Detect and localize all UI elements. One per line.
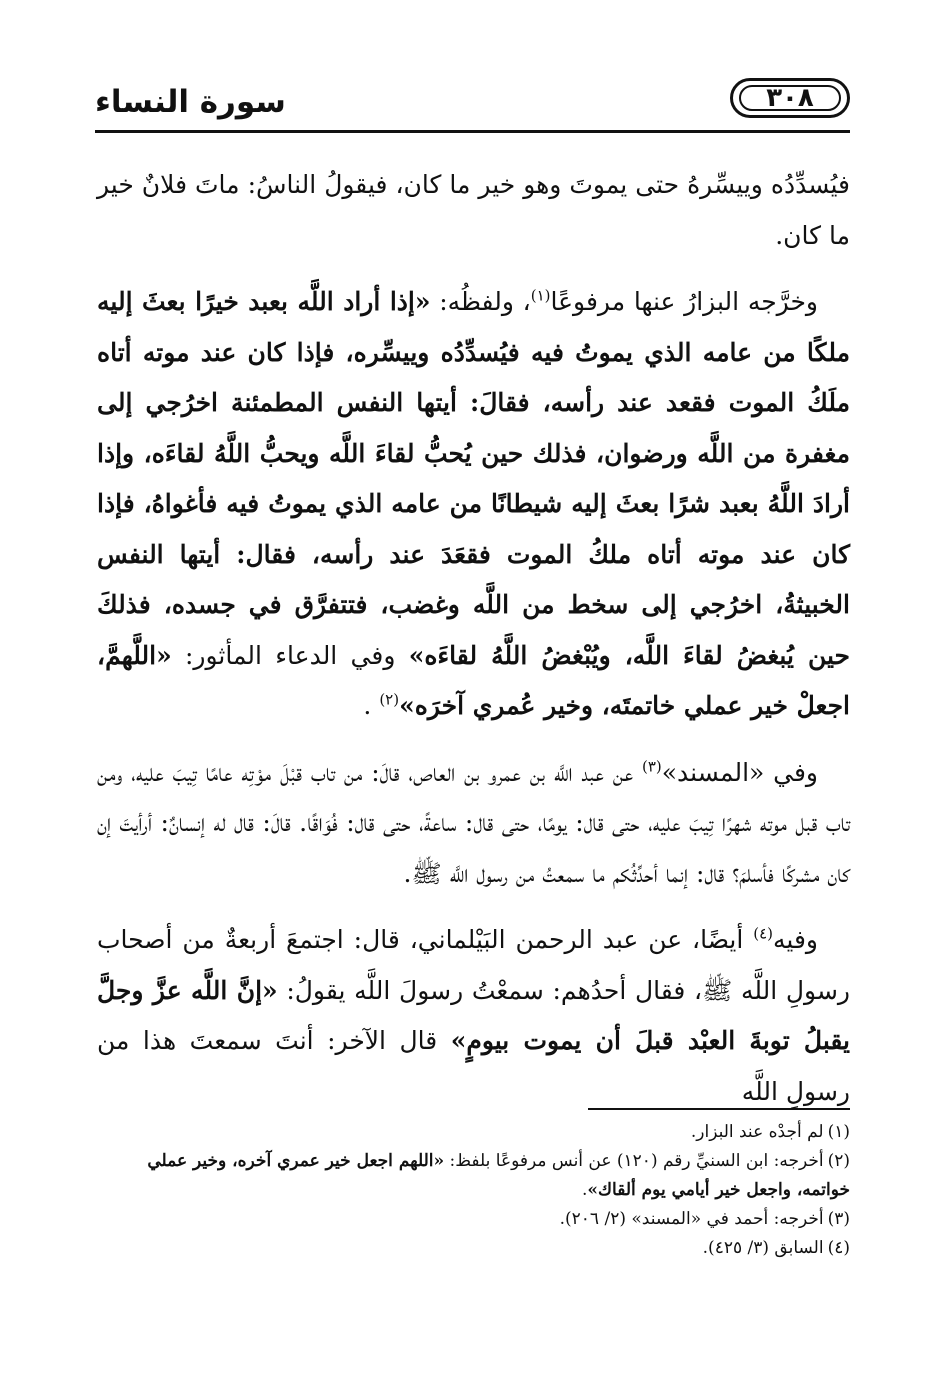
dua-quote: «اللَّهمَّ، اجعلْ خير عملي خاتمتَه، وخير عُمري آخرَه» [97,640,850,720]
p4-text-a: وفيه [773,925,818,954]
footnote-number: (١) [827,1122,850,1142]
footnote-number: (٣) [827,1209,850,1229]
page-number: ٣٠٨ [766,83,814,113]
p3-text-b: عن عبد اللَّه بن عمرو بن العاص، قالَ: من تاب قبْلَ موْتِه عامًا تِيبَ عليه، ومن تاب قبل موته شهرًا تِيبَ عليه، حتى قال: يومًا، حتى قال: ساعةً، حتى قال: فُوَاقًا. قالَ: قال له إنسانٌ: أرأيتَ إن كان مشركًا فأسلمَ؟ قال: إنما أحدِّثُكم ما سمعتُ من رسول اللَّه ﷺ. [97,757,850,888]
paragraph-3 [97,748,850,900]
footnote-divider [588,1108,850,1110]
p4-text-b: أيضًا، عن عبد الرحمن البَيْلماني، قال: اجتمعَ أربعةٌ من أصحاب رسولِ اللَّه ﷺ، فقال أحدُهم: سمعْتُ رسولَ اللَّه يقولُ: [97,925,850,1005]
hadith-quote-2: «إنَّ اللَّه عزَّ وجلَّ يقبلُ توبةَ العبْد قبلَ أن يموت بيومٍ» [97,975,850,1055]
footnote-2 [97,1147,850,1205]
p2-end: . [363,691,380,720]
footnote-quote: «اللهم اجعل خير عمري آخره، وخير عملي خواتمه، واجعل خير أيامي يوم ألقاك» [147,1151,850,1200]
footnote-text: أخرجه: أحمد في «المسند» (٢/ ٢٠٦). [559,1209,824,1229]
footnote-ref-1[interactable]: (١) [530,286,551,305]
footnote-3 [97,1205,850,1234]
surah-title: سورة النساء [95,84,286,120]
p2-text-c: وفي الدعاء المأثور: [171,640,409,670]
footnote-ref-4[interactable]: (٤) [753,924,774,943]
footnote-tail: . [582,1180,588,1200]
main-text [97,160,850,1133]
paragraph-1: فيُسدِّدُه وييسِّرهُ حتى يموتَ وهو خير ما كان، فيقولُ الناسُ: ماتَ فلانٌ خير ما كان. [97,170,850,250]
p3-text-a: وفي «المسند» [661,757,818,787]
footnote-ref-3[interactable]: (٣) [641,757,662,776]
hadith-quote-1: «إذا أراد اللَّه بعبد خيرًا بعثَ إليه ملكًا من عامه الذي يموتُ فيه فيُسدِّدُه وييسِّره، فإذا كان عند موته أتاه ملَكُ الموت فقعد عند رأسه، فقالَ: أيتها النفس المطمئنة اخرُجي إلى مغفرة من اللَّه ورضوان، فذلك حين يُحبُّ لقاءَ اللَّه ويحبُّ اللَّهُ لقاءَه، وإذا أرادَ اللَّهُ بعبد شرًا بعثَ إليه شيطانًا من عامه الذي يموتُ فيه فأغواهُ، فإذا كان عند موته أتاه ملكُ الموت فقعَدَ عند رأسه، فقال: أيتها النفس الخبيثةُ، اخرُجي إلى سخط من اللَّه وغضب، فتتفرَّق في جسده، فذلكَ حين يُبغضُ لقاءَ اللَّه، ويُبْغضُ اللَّهُ لقاءَه» [97,287,850,670]
p2-text-b: ، ولفظُه: [430,287,531,316]
page-header [95,78,850,133]
paragraph-2 [97,277,850,732]
paragraph-4 [97,915,850,1117]
footnote-text: لم أجدْه عند البزار. [690,1122,824,1142]
footnotes [97,1118,850,1263]
footnote-text: أخرجه: ابن السنيِّ رقم (١٢٠) عن أنس مرفوعًا بلفظ: [444,1151,824,1171]
p4-text-c: قال الآخر: أنتَ سمعتَ هذا من رسولِ اللَّه [97,1026,850,1106]
footnote-1 [97,1118,850,1147]
footnote-ref-2[interactable]: (٢) [379,690,400,709]
footnote-number: (٢) [827,1151,850,1171]
footnote-text: السابق (٣/ ٤٢٥). [702,1238,824,1258]
p2-text-a: وخرَّجه البزارُ عنها مرفوعًا [550,287,819,316]
page-number-badge [730,78,850,118]
footnote-number: (٤) [827,1238,850,1258]
footnote-4 [97,1234,850,1263]
